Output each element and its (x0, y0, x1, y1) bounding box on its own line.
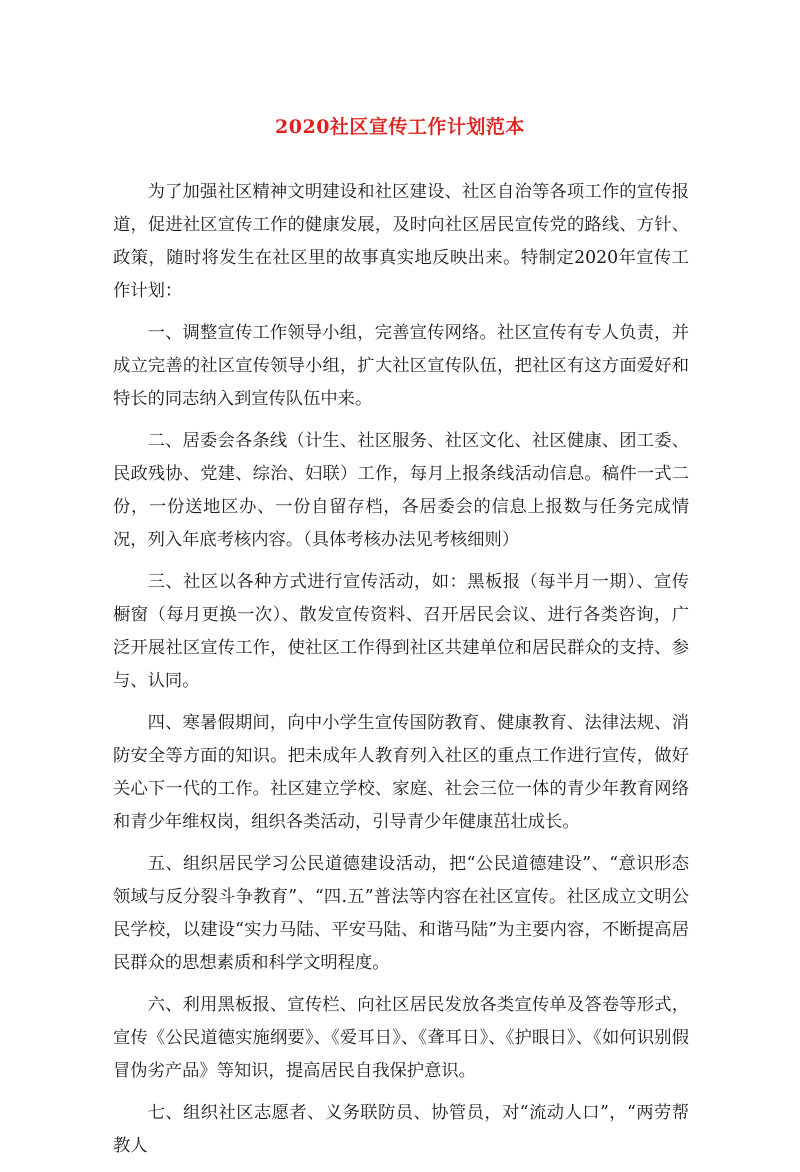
paragraph-7: 七、组织社区志愿者、义务联防员、协管员，对“流动人口”，“两劳帮教人 (113, 1103, 689, 1156)
paragraph-2: 二、居委会各条线（计生、社区服务、社区文化、社区健康、团工委、民政残协、党建、综治、妇联）工作，每月上报条线活动信息。稿件一式二份，一份送地区办、一份自留存档，各居委会的信息上报数与任务完成情况，列入年底考核内容。（具体考核办法见考核细则） (113, 431, 689, 550)
paragraph-6: 六、利用黑板报、宣传栏、向社区居民发放各类宣传单及答卷等形式，宣传《公民道德实施纲要》、《爱耳日》、《聋耳日》、《护眼日》、《如何识别假冒伪劣产品》等知识，提高居民自我保护意识。 (113, 995, 689, 1081)
intro-paragraph: 为了加强社区精神文明建设和社区建设、社区自治等各项工作的宣传报道，促进社区宣传工作的健康发展，及时向社区居民宣传党的路线、方针、政策，随时将发生在社区里的故事真实地反映出来。特制定2020年宣传工作计划： (113, 182, 689, 301)
paragraph-5: 五、组织居民学习公民道德建设活动，把“公民道德建设”、“意识形态领域与反分裂斗争教育”、“四.五”普法等内容在社区宣传。社区成立文明公民学校，以建设“实力马陆、平安马陆、和谐马陆”为主要内容，不断提高居民群众的思想素质和科学文明程度。 (113, 854, 689, 973)
document-body (113, 176, 689, 1172)
paragraph-3: 三、社区以各种方式进行宣传活动，如：黑板报（每半月一期）、宣传橱窗（每月更换一次）、散发宣传资料、召开居民会议、进行各类咨询，广泛开展社区宣传工作，使社区工作得到社区共建单位和居民群众的支持、参与、认同。 (113, 572, 689, 691)
document-title: 2020社区宣传工作计划范本 (275, 116, 525, 138)
paragraph-4: 四、寒暑假期间，向中小学生宣传国防教育、健康教育、法律法规、消防安全等方面的知识。把未成年人教育列入社区的重点工作进行宣传，做好关心下一代的工作。社区建立学校、家庭、社会三位一体的青少年教育网络和青少年维权岗，组织各类活动，引导青少年健康茁壮成长。 (113, 713, 689, 832)
paragraph-1: 一、调整宣传工作领导小组，完善宣传网络。社区宣传有专人负责，并成立完善的社区宣传领导小组，扩大社区宣传队伍，把社区有这方面爱好和特长的同志纳入到宣传队伍中来。 (113, 323, 689, 409)
